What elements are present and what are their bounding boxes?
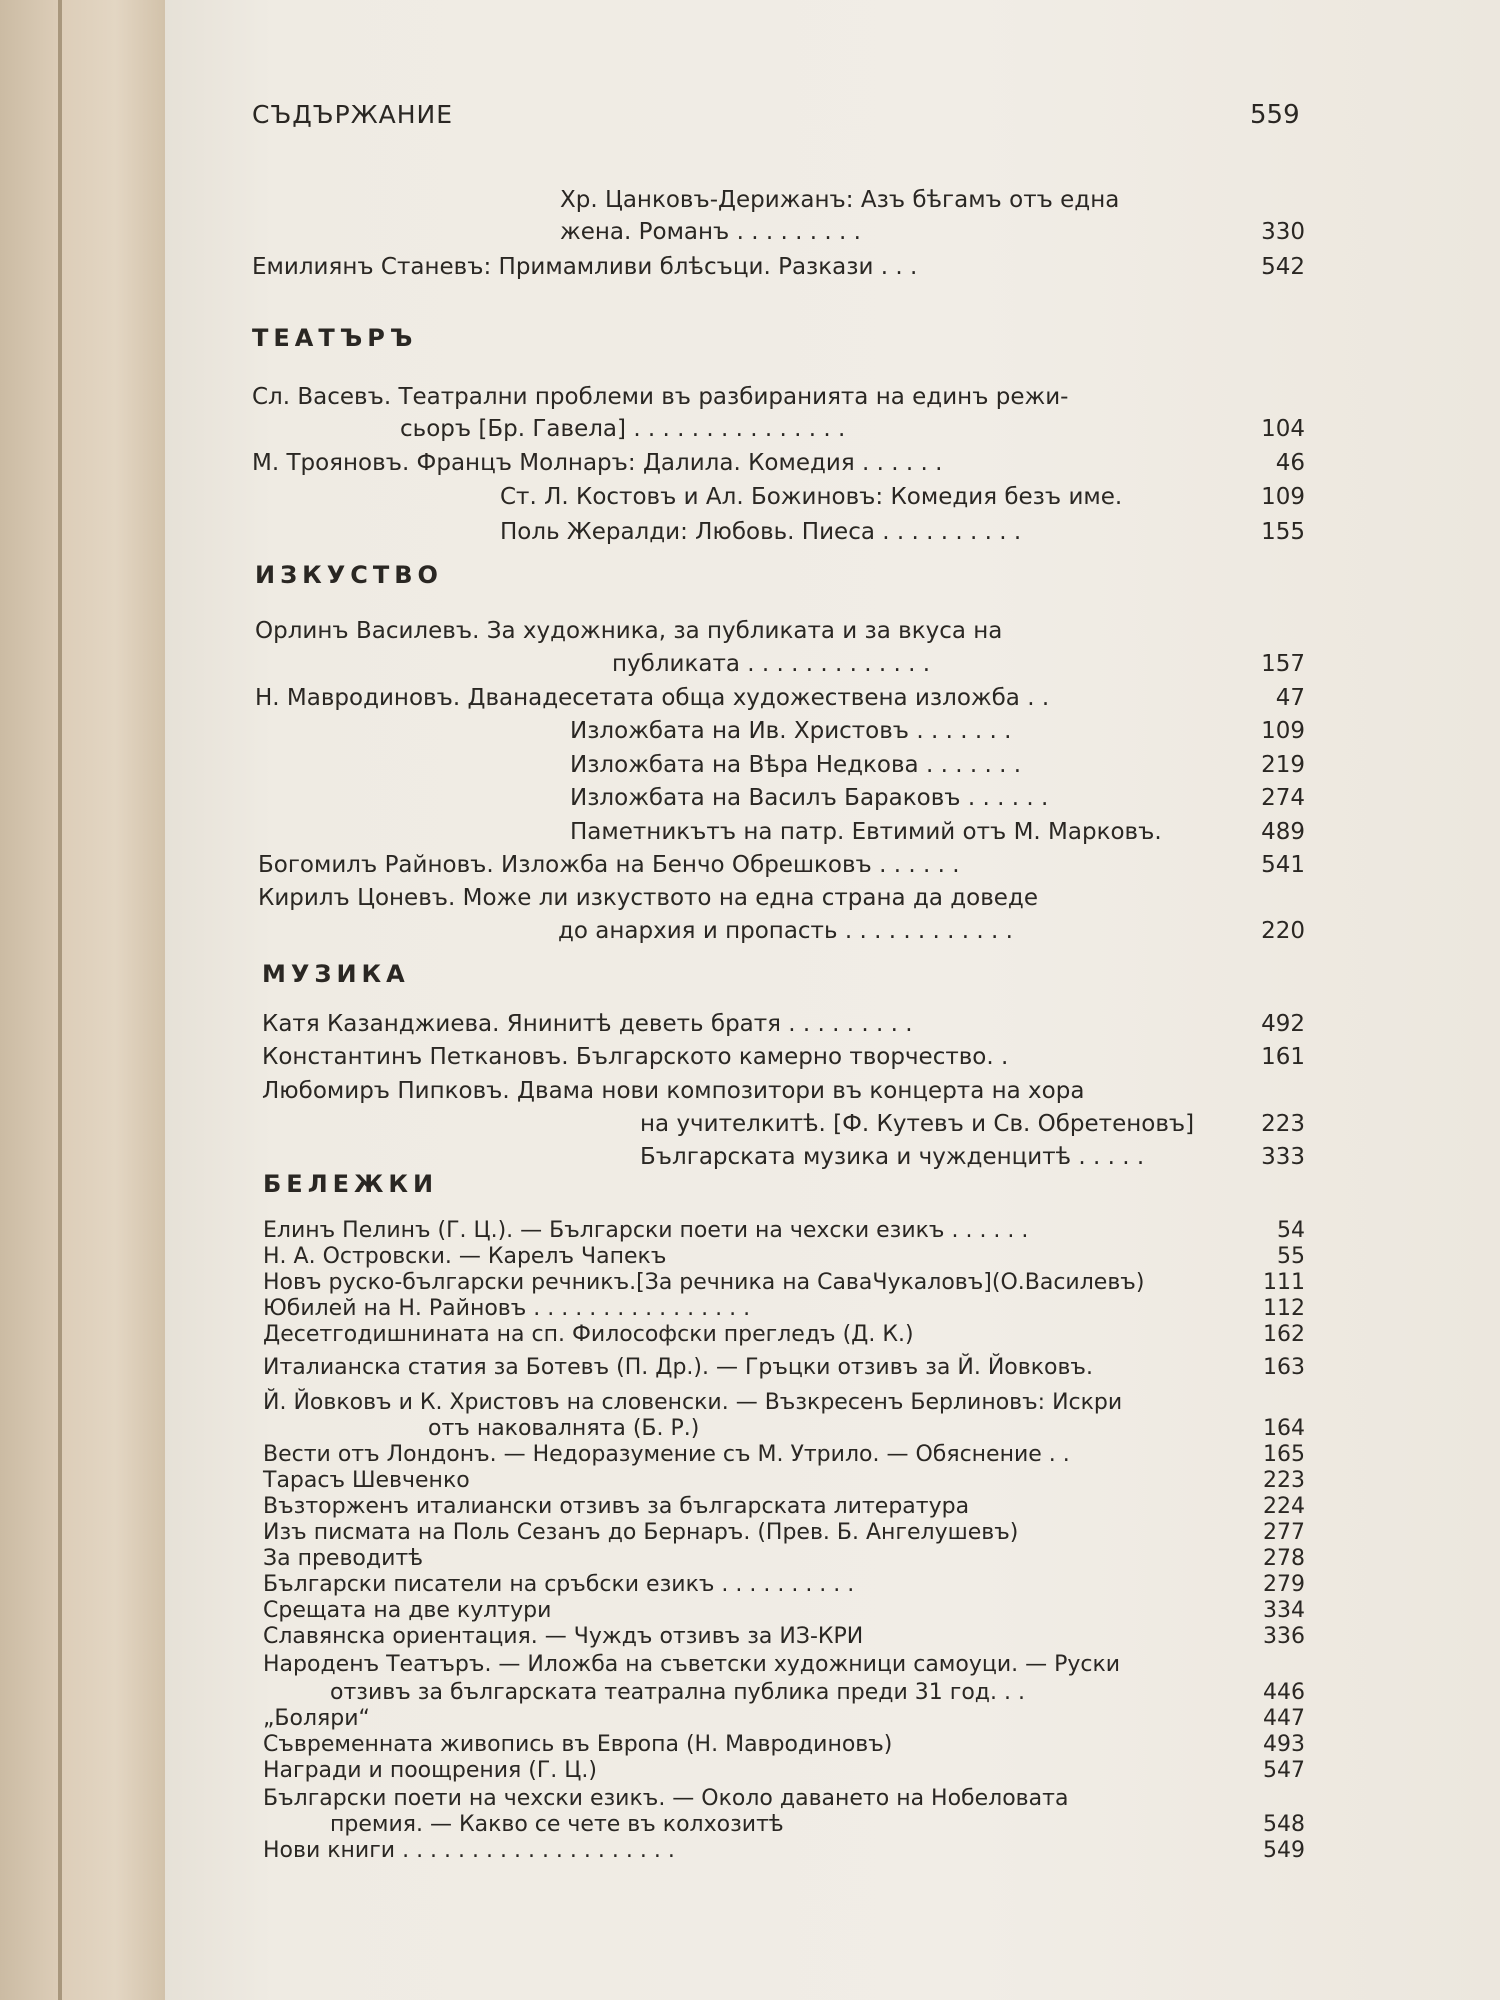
toc-entry: Н. Мавродиновъ. Дванадесетата обща художествена изложба . . 47	[255, 685, 1305, 711]
toc-entry: Изъ писмата на Поль Сезанъ до Бернаръ. (Прев. Б. Ангелушевъ) 277	[263, 1520, 1305, 1545]
toc-entry: Съвременната живопись въ Европа (Н. Мавродиновъ) 493	[263, 1732, 1305, 1757]
toc-entry: Нови книги . . . . . . . . . . . . . . . . . . . . 549	[263, 1838, 1305, 1863]
page-number: 559	[1250, 100, 1300, 130]
toc-entry: Константинъ Петкановъ. Българското камерно творчество. . 161	[262, 1044, 1305, 1070]
toc-entry: Българската музика и чужденцитѣ . . . . . 333	[640, 1144, 1305, 1170]
toc-entry: публиката . . . . . . . . . . . . . 157	[612, 651, 1305, 677]
toc-entry: Хр. Цанковъ-Дерижанъ: Азъ бѣгамъ отъ една	[560, 187, 1120, 213]
toc-entry: отъ наковалнята (Б. Р.) 164	[428, 1416, 1305, 1441]
toc-entry: Изложбата на Вѣра Недкова . . . . . . . 219	[570, 752, 1305, 778]
section-heading-notes: БЕЛЕЖКИ	[263, 1170, 439, 1198]
toc-entry: Й. Йовковъ и К. Христовъ на словенски. — Възкресенъ Берлиновъ: Искри	[263, 1390, 1123, 1415]
toc-entry: премия. — Какво се чете въ колхозитѣ 548	[330, 1812, 1305, 1837]
toc-entry: Изложбата на Василъ Бараковъ . . . . . . 274	[570, 785, 1305, 811]
toc-entry: Възторженъ италиански отзивъ за българската литература 224	[263, 1494, 1305, 1519]
section-heading-theatre: ТЕАТЪРЪ	[252, 324, 418, 352]
toc-entry: на учителкитѣ. [Ф. Кутевъ и Св. Обретеновъ] 223	[640, 1111, 1305, 1137]
toc-entry: отзивъ за българската театрална публика преди 31 год. . . 446	[330, 1680, 1305, 1705]
toc-entry: Народенъ Театъръ. — Иложба на съветски художници самоуци. — Руски	[263, 1652, 1121, 1677]
toc-entry: Юбилей на Н. Райновъ . . . . . . . . . . . . . . . . 112	[263, 1296, 1305, 1321]
toc-entry: Кирилъ Цоневъ. Може ли изкуството на една страна да доведе	[258, 885, 1038, 911]
section-heading-music: МУЗИКА	[262, 960, 410, 988]
book-spine	[58, 0, 62, 2000]
toc-entry: Италианска статия за Ботевъ (П. Др.). — Гръцки отзивъ за Й. Йовковъ. 163	[263, 1355, 1305, 1380]
toc-entry: Орлинъ Василевъ. За художника, за публиката и за вкуса на	[255, 618, 1003, 644]
toc-entry: Български писатели на сръбски езикъ . . . . . . . . . . 279	[263, 1572, 1305, 1597]
toc-entry: Катя Казанджиева. Янинитѣ деветь братя . . . . . . . . . 492	[262, 1011, 1305, 1037]
toc-entry: Срещата на две култури 334	[263, 1598, 1305, 1623]
toc-entry: жена. Романъ . . . . . . . . . 330	[560, 219, 1305, 245]
toc-entry: Емилиянъ Станевъ: Примамливи блѣсъци. Разкази . . . 542	[252, 254, 1305, 280]
toc-entry: Вести отъ Лондонъ. — Недоразумение съ М. Утрило. — Обяснение . . 165	[263, 1442, 1305, 1467]
toc-entry: Любомиръ Пипковъ. Двама нови композитори въ концерта на хора	[262, 1078, 1085, 1104]
toc-entry: Н. А. Островски. — Карелъ Чапекъ 55	[263, 1244, 1305, 1269]
running-header-title: СЪДЪРЖАНИЕ	[252, 100, 454, 129]
toc-entry: сьоръ [Бр. Гавела] . . . . . . . . . . . . . . . 104	[400, 416, 1305, 442]
toc-entry: „Боляри“ 447	[263, 1706, 1305, 1731]
toc-entry: до анархия и пропасть . . . . . . . . . . . . 220	[558, 918, 1305, 944]
left-page-edge	[0, 0, 165, 2000]
toc-entry: Сл. Васевъ. Театрални проблеми въ разбиранията на единъ режи-	[252, 384, 1069, 410]
section-heading-art: ИЗКУСТВО	[255, 561, 443, 589]
toc-entry: Поль Жералди: Любовь. Пиеса . . . . . . . . . . 155	[500, 519, 1305, 545]
toc-entry: Ст. Л. Костовъ и Ал. Божиновъ: Комедия безъ име. 109	[500, 484, 1305, 510]
toc-entry: Богомилъ Райновъ. Изложба на Бенчо Обрешковъ . . . . . . 541	[258, 852, 1305, 878]
toc-entry: За преводитѣ 278	[263, 1546, 1305, 1571]
toc-entry: Елинъ Пелинъ (Г. Ц.). — Български поети на чехски езикъ . . . . . . 54	[263, 1218, 1305, 1243]
toc-entry: Славянска ориентация. — Чуждъ отзивъ за ИЗ-КРИ 336	[263, 1624, 1305, 1649]
toc-entry: Новъ руско-български речникъ.[За речника на СаваЧукаловъ](О.Василевъ) 111	[263, 1270, 1305, 1295]
toc-entry: Български поети на чехски езикъ. — Около даването на Нобеловата	[263, 1786, 1069, 1811]
toc-entry: Десетгодишнината на сп. Философски прегледъ (Д. К.) 162	[263, 1322, 1305, 1347]
toc-entry: М. Трояновъ. Францъ Молнаръ: Далила. Комедия . . . . . . 46	[252, 450, 1305, 476]
toc-entry: Изложбата на Ив. Христовъ . . . . . . . 109	[570, 718, 1305, 744]
toc-entry: Паметникътъ на патр. Евтимий отъ М. Марковъ. 489	[570, 819, 1305, 845]
toc-entry: Тарасъ Шевченко 223	[263, 1468, 1305, 1493]
toc-entry: Награди и поощрения (Г. Ц.) 547	[263, 1758, 1305, 1783]
